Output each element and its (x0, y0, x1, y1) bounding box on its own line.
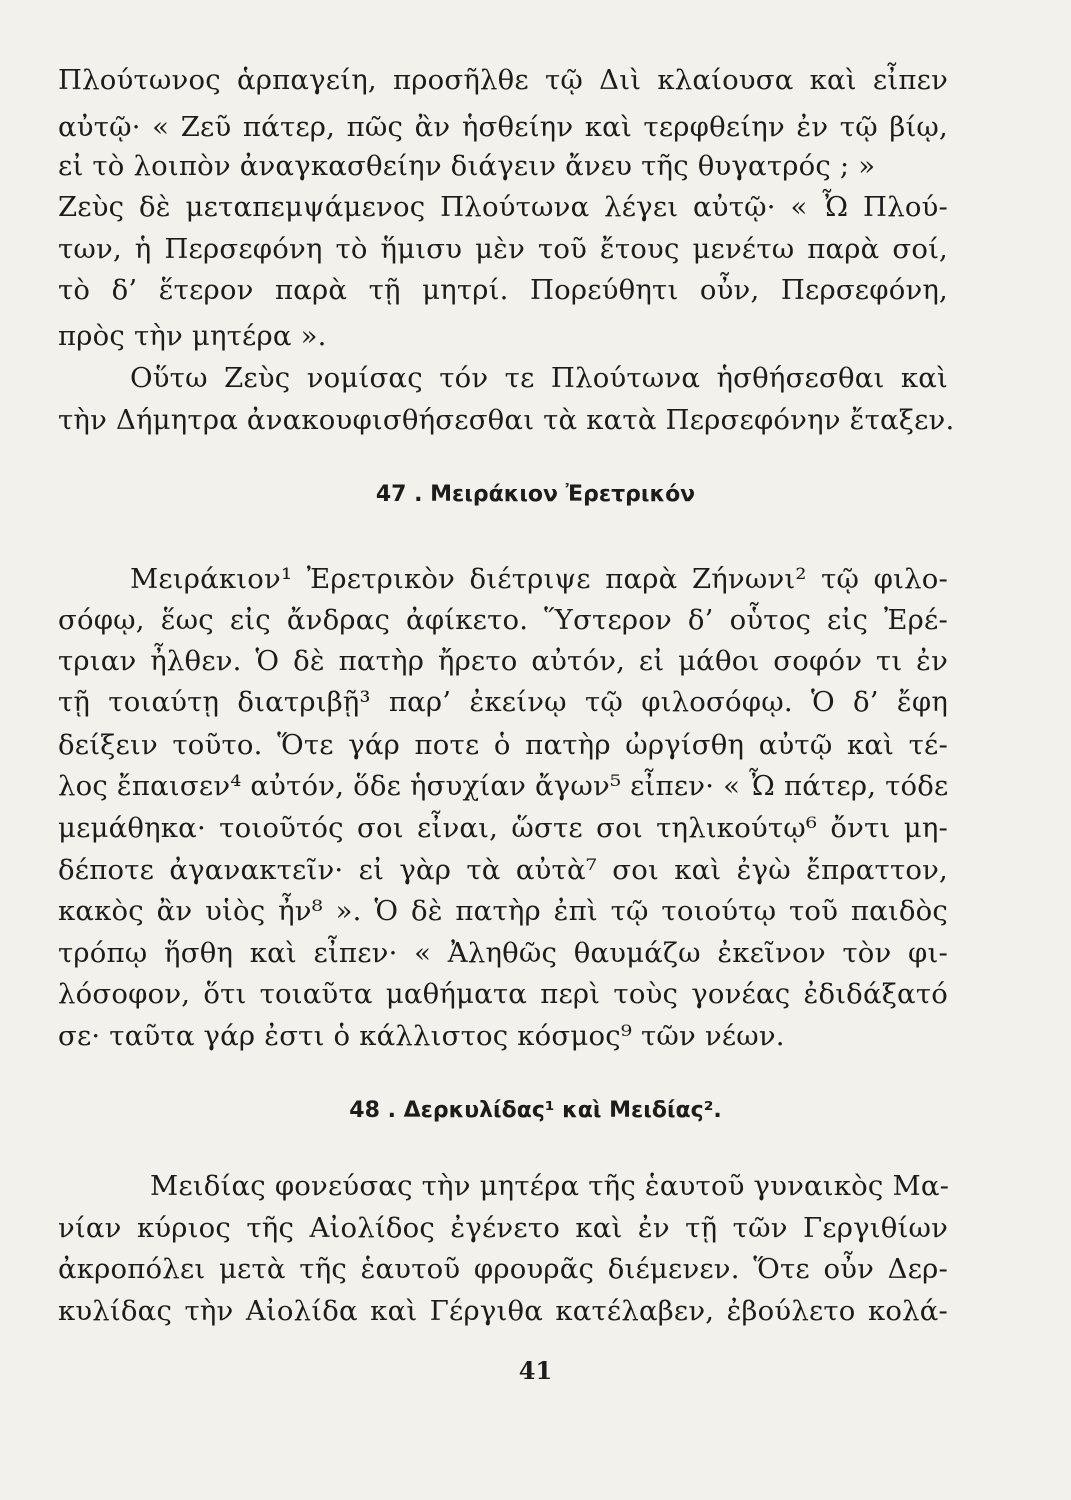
text-line: Οὕτω Ζεὺς νομίσας τόν τε Πλούτωνα ἡσθήσεσθαι καὶ (130, 362, 948, 394)
text-line: κυλίδας τὴν Αἰολίδα καὶ Γέργιθα κατέλαβεν, ἐβούλετο κολά- (58, 1295, 948, 1327)
text-line: μεμάθηκα· τοιοῦτός σοι εἶναι, ὥστε σοι τηλικούτῳ⁶ ὄντι μη- (58, 812, 948, 844)
section-number: 47 . (375, 482, 423, 507)
text-line: Ζεὺς δὲ μεταπεμψάμενος Πλούτωνα λέγει αὐτῷ· « Ὦ Πλού- (58, 191, 948, 223)
text-line: νίαν κύριος τῆς Αἰολίδος ἐγένετο καὶ ἐν τῇ τῶν Γεργιθίων (58, 1212, 948, 1244)
text-line: τῇ τοιαύτῃ διατριβῇ³ παρ’ ἐκείνῳ τῷ φιλοσόφῳ. Ὁ δ’ ἔφη (58, 686, 948, 718)
text-line: κακὸς ἂν υἱὸς ἦν⁸ ». Ὁ δὲ πατὴρ ἐπὶ τῷ τοιούτῳ τοῦ παιδὸς (58, 895, 948, 927)
text-line: πρὸς τὴν μητέρα ». (58, 320, 327, 352)
text-line: των, ἡ Περσεφόνη τὸ ἥμισυ μὲν τοῦ ἔτους μενέτω παρὰ σοί, (58, 233, 948, 265)
text-line: σε· ταῦτα γάρ ἐστι ὁ κάλλιστος κόσμος⁹ τῶν νέων. (58, 1020, 785, 1052)
section-number: 48 . (349, 1098, 396, 1123)
section-title: Μειράκιον Ἐρετρικόν (430, 482, 696, 507)
text-line: τὸ δ’ ἕτερον παρὰ τῇ μητρί. Πορεύθητι οὖν, Περσεφόνη, (58, 274, 948, 306)
text-line: λόσοφον, ὅτι τοιαῦτα μαθήματα περὶ τοὺς γονέας ἐδιδάξατό (58, 978, 948, 1010)
text-line: εἰ τὸ λοιπὸν ἀναγκασθείην διάγειν ἄνευ τῆς θυγατρός ; » (58, 150, 876, 182)
text-line: λος ἔπαισεν⁴ αὐτόν, ὅδε ἡσυχίαν ἄγων⁵ εἶπεν· « Ὦ πάτερ, τόδε (58, 770, 949, 802)
section-title: Δερκυλίδας¹ καὶ Μειδίας². (403, 1098, 722, 1123)
text-line: Μειδίας φονεύσας τὴν μητέρα τῆς ἑαυτοῦ γυναικὸς Μα- (150, 1170, 950, 1202)
text-line: ἀκροπόλει μετὰ τῆς ἑαυτοῦ φρουρᾶς διέμενεν. Ὅτε οὖν Δερ- (58, 1253, 948, 1285)
text-line: τριαν ἦλθεν. Ὁ δὲ πατὴρ ἤρετο αὐτόν, εἰ μάθοι σοφόν τι ἐν (58, 645, 948, 677)
page-number: 41 (518, 1356, 553, 1385)
text-line: δέποτε ἀγανακτεῖν· εἰ γὰρ τὰ αὐτὰ⁷ σοι καὶ ἐγὼ ἔπραττον, (58, 854, 948, 886)
section-heading-47 (0, 480, 1071, 510)
text-line: δείξειν τοῦτο. Ὅτε γάρ ποτε ὁ πατὴρ ὠργίσθη αὐτῷ καὶ τέ- (58, 729, 948, 761)
text-line: αὐτῷ· « Ζεῦ πάτερ, πῶς ἂν ἡσθείην καὶ τερφθείην ἐν τῷ βίῳ, (58, 111, 948, 143)
section-heading-48 (0, 1096, 1071, 1126)
text-line: τρόπῳ ἥσθη καὶ εἶπεν· « Ἀληθῶς θαυμάζω ἐκεῖνον τὸν φι- (58, 937, 948, 969)
text-line: σόφῳ, ἕως εἰς ἄνδρας ἀφίκετο. Ὕστερον δ’ οὗτος εἰς Ἐρέ- (58, 604, 948, 636)
text-line: Πλούτωνος ἁρπαγείη, προσῆλθε τῷ Διὶ κλαίουσα καὶ εἶπεν (58, 64, 948, 96)
text-line: Μειράκιον¹ Ἐρετρικὸν διέτριψε παρὰ Ζήνωνι² τῷ φιλο- (130, 563, 948, 595)
text-line: τὴν Δήμητρα ἀνακουφισθήσεσθαι τὰ κατὰ Περσεφόνην ἔταξεν. (58, 404, 955, 436)
